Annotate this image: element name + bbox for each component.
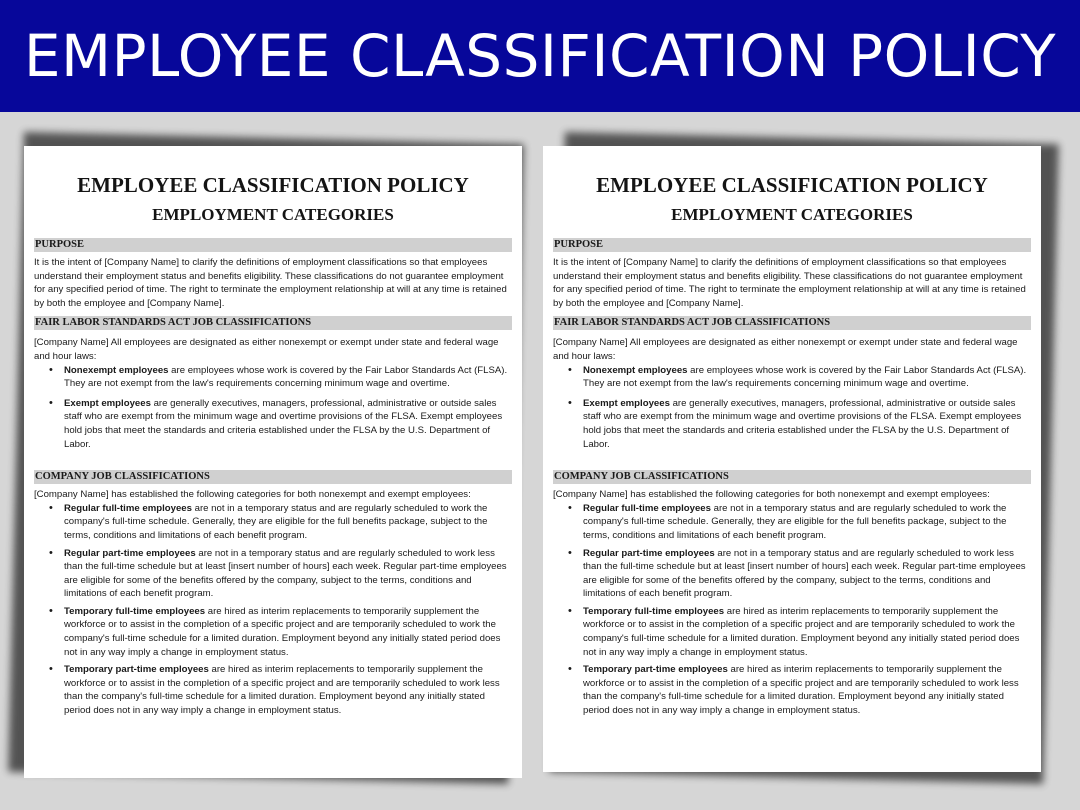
list-item-text: are generally executives, managers, professional, administrative or outside sales staff who are exempt from the minimum wage and overtime provisions of the FLSA. Exempt employees hold jobs that meet the standards and criteria established under the FLSA by the U.S. Department of Labor. bbox=[64, 397, 503, 450]
list-item-text: are generally executives, managers, professional, administrative or outside sales staff who are exempt from the minimum wage and overtime provisions of the FLSA. Exempt employees hold jobs that meet the standards and criteria established under the FLSA by the U.S. Department of Labor. bbox=[583, 397, 1022, 450]
company-list bbox=[34, 502, 512, 718]
flsa-list bbox=[553, 364, 1031, 452]
banner-title: EMPLOYEE CLASSIFICATION POLICY bbox=[23, 22, 1057, 90]
company-intro: [Company Name] has established the following categories for both nonexempt and exempt employees: bbox=[553, 489, 990, 501]
list-item-text: are not in a temporary status and are regularly scheduled to work the company's full-time schedule. Generally, they are eligible for the full benefits package, subject to the terms, conditions and limitations of each benefit program. bbox=[583, 502, 1007, 541]
list-item-term: Nonexempt employees bbox=[64, 364, 169, 376]
list-item bbox=[583, 605, 1031, 659]
document-page-left bbox=[24, 146, 522, 778]
list-item bbox=[583, 364, 1031, 391]
section-heading-flsa: FAIR LABOR STANDARDS ACT JOB CLASSIFICATIONS bbox=[34, 316, 512, 330]
purpose-text: It is the intent of [Company Name] to clarify the definitions of employment classifications so that employees understand their employment status and benefits eligibility. These classifications do not guarantee employment for any specified period of time. The right to terminate the employment relationship at will at any time is retained by both the employee and [Company Name]. bbox=[553, 257, 1026, 309]
list-item bbox=[64, 502, 512, 543]
document-subtitle: EMPLOYMENT CATEGORIES bbox=[671, 205, 913, 224]
list-item-term: Nonexempt employees bbox=[583, 364, 688, 376]
company-intro: [Company Name] has established the following categories for both nonexempt and exempt employees: bbox=[34, 489, 471, 501]
flsa-intro: [Company Name] All employees are designated as either nonexempt or exempt under state and federal wage and hour laws: bbox=[553, 337, 1018, 362]
document-title: EMPLOYEE CLASSIFICATION POLICY bbox=[77, 173, 469, 197]
list-item-term: Temporary full-time employees bbox=[64, 605, 206, 617]
document-title: EMPLOYEE CLASSIFICATION POLICY bbox=[596, 173, 988, 197]
list-item-term: Temporary part-time employees bbox=[64, 664, 209, 676]
document-subtitle: EMPLOYMENT CATEGORIES bbox=[152, 205, 394, 224]
list-item-text: are hired as interim replacements to temporarily supplement the workforce or to assist in the completion of a specific project and are temporarily scheduled to work the company's full-time schedule for a limited duration. Employment beyond any initially stated period does not in any way imply a change in employment status. bbox=[64, 605, 501, 658]
list-item bbox=[583, 663, 1031, 717]
section-heading-company: COMPANY JOB CLASSIFICATIONS bbox=[34, 470, 512, 484]
list-item bbox=[64, 663, 512, 717]
list-item-text: are employees whose work is covered by the Fair Labor Standards Act (FLSA). They are not exempt from the law's requirements concerning minimum wage and overtime. bbox=[583, 364, 1027, 390]
list-item-term: Regular part-time employees bbox=[64, 547, 196, 559]
list-item-text: are not in a temporary status and are regularly scheduled to work the company's full-time schedule. Generally, they are eligible for the full benefits package, subject to the terms, conditions and limitations of each benefit program. bbox=[64, 502, 488, 541]
list-item bbox=[64, 547, 512, 601]
list-item bbox=[583, 547, 1031, 601]
list-item-term: Temporary part-time employees bbox=[583, 664, 728, 676]
list-item-term: Regular full-time employees bbox=[583, 502, 711, 514]
list-item-text: are hired as interim replacements to temporarily supplement the workforce or to assist in the completion of a specific project and are temporarily scheduled to work less than the company's full-time schedule for a limited duration. Employment beyond any initially stated period does not in any way imply a change in employment status. bbox=[64, 664, 500, 717]
section-heading-purpose: PURPOSE bbox=[34, 238, 512, 252]
list-item bbox=[583, 397, 1031, 451]
flsa-intro: [Company Name] All employees are designated as either nonexempt or exempt under state and federal wage and hour laws: bbox=[34, 337, 499, 362]
company-list bbox=[553, 502, 1031, 718]
list-item-term: Exempt employees bbox=[64, 397, 151, 409]
section-heading-company: COMPANY JOB CLASSIFICATIONS bbox=[553, 470, 1031, 484]
list-item-text: are not in a temporary status and are regularly scheduled to work less than the full-time schedule but at least [insert number of hours] each week. Regular part-time employees are eligible for some of the benefits offered by the company, subject to the terms, conditions and limitations of each benefit program. bbox=[64, 547, 507, 600]
section-heading-purpose: PURPOSE bbox=[553, 238, 1031, 252]
list-item bbox=[583, 502, 1031, 543]
list-item-term: Exempt employees bbox=[583, 397, 670, 409]
section-heading-flsa: FAIR LABOR STANDARDS ACT JOB CLASSIFICATIONS bbox=[553, 316, 1031, 330]
purpose-text: It is the intent of [Company Name] to clarify the definitions of employment classifications so that employees understand their employment status and benefits eligibility. These classifications do not guarantee employment for any specified period of time. The right to terminate the employment relationship at will at any time is retained by both the employee and [Company Name]. bbox=[34, 257, 507, 309]
list-item bbox=[64, 364, 512, 391]
title-banner bbox=[0, 0, 1080, 112]
list-item-text: are not in a temporary status and are regularly scheduled to work less than the full-time schedule but at least [insert number of hours] each week. Regular part-time employees are eligible for some of the benefits offered by the company, subject to the terms, conditions and limitations of each benefit program. bbox=[583, 547, 1026, 600]
list-item-text: are hired as interim replacements to temporarily supplement the workforce or to assist in the completion of a specific project and are temporarily scheduled to work the company's full-time schedule for a limited duration. Employment beyond any initially stated period does not in any way imply a change in employment status. bbox=[583, 605, 1020, 658]
document-page-right bbox=[543, 146, 1041, 772]
flsa-list bbox=[34, 364, 512, 452]
list-item-text: are employees whose work is covered by the Fair Labor Standards Act (FLSA). They are not exempt from the law's requirements concerning minimum wage and overtime. bbox=[64, 364, 508, 390]
list-item-term: Temporary full-time employees bbox=[583, 605, 725, 617]
list-item bbox=[64, 605, 512, 659]
list-item-text: are hired as interim replacements to temporarily supplement the workforce or to assist in the completion of a specific project and are temporarily scheduled to work less than the company's full-time schedule for a limited duration. Employment beyond any initially stated period does not in any way imply a change in employment status. bbox=[583, 664, 1019, 717]
list-item bbox=[64, 397, 512, 451]
list-item-term: Regular full-time employees bbox=[64, 502, 192, 514]
list-item-term: Regular part-time employees bbox=[583, 547, 715, 559]
